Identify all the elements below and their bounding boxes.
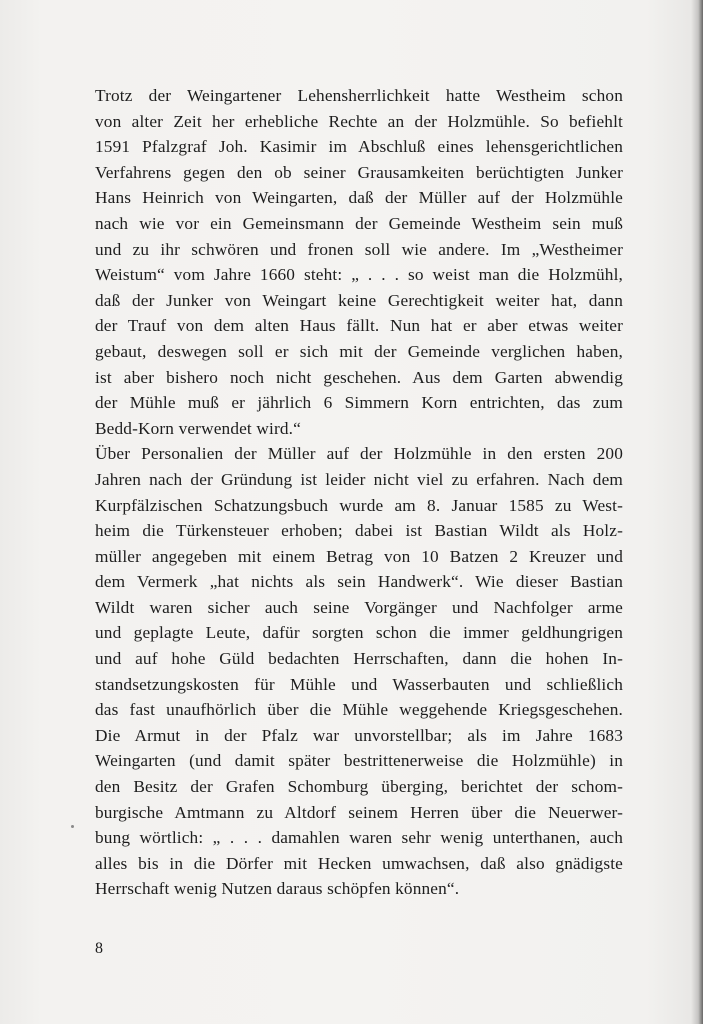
text-line: Trotz der Weingartener Lehensherrlichkeit hatte Westheim schon bbox=[95, 86, 623, 105]
text-line: müller angegeben mit einem Betrag von 10 Batzen 2 Kreuzer und bbox=[95, 546, 623, 566]
text-line: das fast unaufhörlich über die Mühle weggehende Kriegsgeschehen. bbox=[95, 700, 623, 720]
text-line: gebaut, deswegen soll er sich mit der Gemeinde verglichen haben, bbox=[95, 341, 623, 361]
text-line: Wildt waren sicher auch seine Vorgänger und Nachfolger arme bbox=[95, 597, 623, 617]
text-line: der Mühle muß er jährlich 6 Simmern Korn entrichten, das zum bbox=[95, 393, 623, 413]
text-line: der Trauf von dem alten Haus fällt. Nun hat er aber etwas weiter bbox=[95, 316, 623, 336]
text-line: von alter Zeit her erhebliche Rechte an der Holzmühle. So befiehlt bbox=[95, 111, 623, 131]
text-line: ist aber bishero noch nicht geschehen. Aus dem Garten abwendig bbox=[95, 367, 623, 387]
text-line: heim die Türkensteuer erhoben; dabei ist Bastian Wildt als Holz- bbox=[95, 521, 623, 541]
text-line: Weingarten (und damit später bestrittenerweise die Holzmühle) in bbox=[95, 751, 623, 771]
text-line: Kurpfälzischen Schatzungsbuch wurde am 8. Januar 1585 zu West- bbox=[95, 495, 623, 515]
text-line: und geplagte Leute, dafür sorgten schon die immer geldhungrigen bbox=[95, 623, 623, 643]
page-number: 8 bbox=[95, 940, 103, 957]
text-line: bung wörtlich: „ . . . damahlen waren sehr wenig unterthanen, auch bbox=[95, 828, 623, 848]
text-line: nach wie vor ein Gemeinsmann der Gemeinde Westheim sein muß bbox=[95, 213, 623, 233]
text-line: Bedd-Korn verwendet wird.“ bbox=[95, 418, 301, 438]
text-line: Die Armut in der Pfalz war unvorstellbar; als im Jahre 1683 bbox=[95, 725, 623, 745]
text-line: standsetzungskosten für Mühle und Wasserbauten und schließlich bbox=[95, 674, 623, 694]
text-line: Verfahrens gegen den ob seiner Grausamkeiten berüchtigten Junker bbox=[95, 162, 623, 182]
text-line: Hans Heinrich von Weingarten, daß der Müller auf der Holzmühle bbox=[95, 188, 623, 208]
text-line: dem Vermerk „hat nichts als sein Handwerk“. Wie dieser Bastian bbox=[95, 572, 623, 592]
text-line: daß der Junker von Weingart keine Gerechtigkeit weiter hat, dann bbox=[95, 290, 623, 310]
text-line: 1591 Pfalzgraf Joh. Kasimir im Abschluß eines lehensgerichtlichen bbox=[95, 137, 623, 157]
scan-speck bbox=[71, 825, 74, 828]
text-line: burgische Amtmann zu Altdorf seinem Herren über die Neuerwer- bbox=[95, 802, 623, 822]
text-line: den Besitz der Grafen Schomburg überging, berichtet der schom- bbox=[95, 777, 623, 797]
text-line: Über Personalien der Müller auf der Holzmühle in den ersten 200 bbox=[95, 444, 623, 464]
text-line: alles bis in die Dörfer mit Hecken umwachsen, daß also gnädigste bbox=[95, 853, 623, 873]
text-line: Herrschaft wenig Nutzen daraus schöpfen können“. bbox=[95, 879, 460, 899]
text-line: und auf hohe Güld bedachten Herrschaften, dann die hohen In- bbox=[95, 649, 623, 669]
text-line: Weistum“ vom Jahre 1660 steht: „ . . . so weist man die Holzmühl, bbox=[95, 265, 623, 285]
body-text bbox=[95, 83, 623, 902]
text-line: Jahren nach der Gründung ist leider nicht viel zu erfahren. Nach dem bbox=[95, 469, 623, 489]
text-line: und zu ihr schwören und fronen soll wie andere. Im „Westheimer bbox=[95, 239, 623, 259]
page-edge-shadow bbox=[691, 0, 703, 1024]
